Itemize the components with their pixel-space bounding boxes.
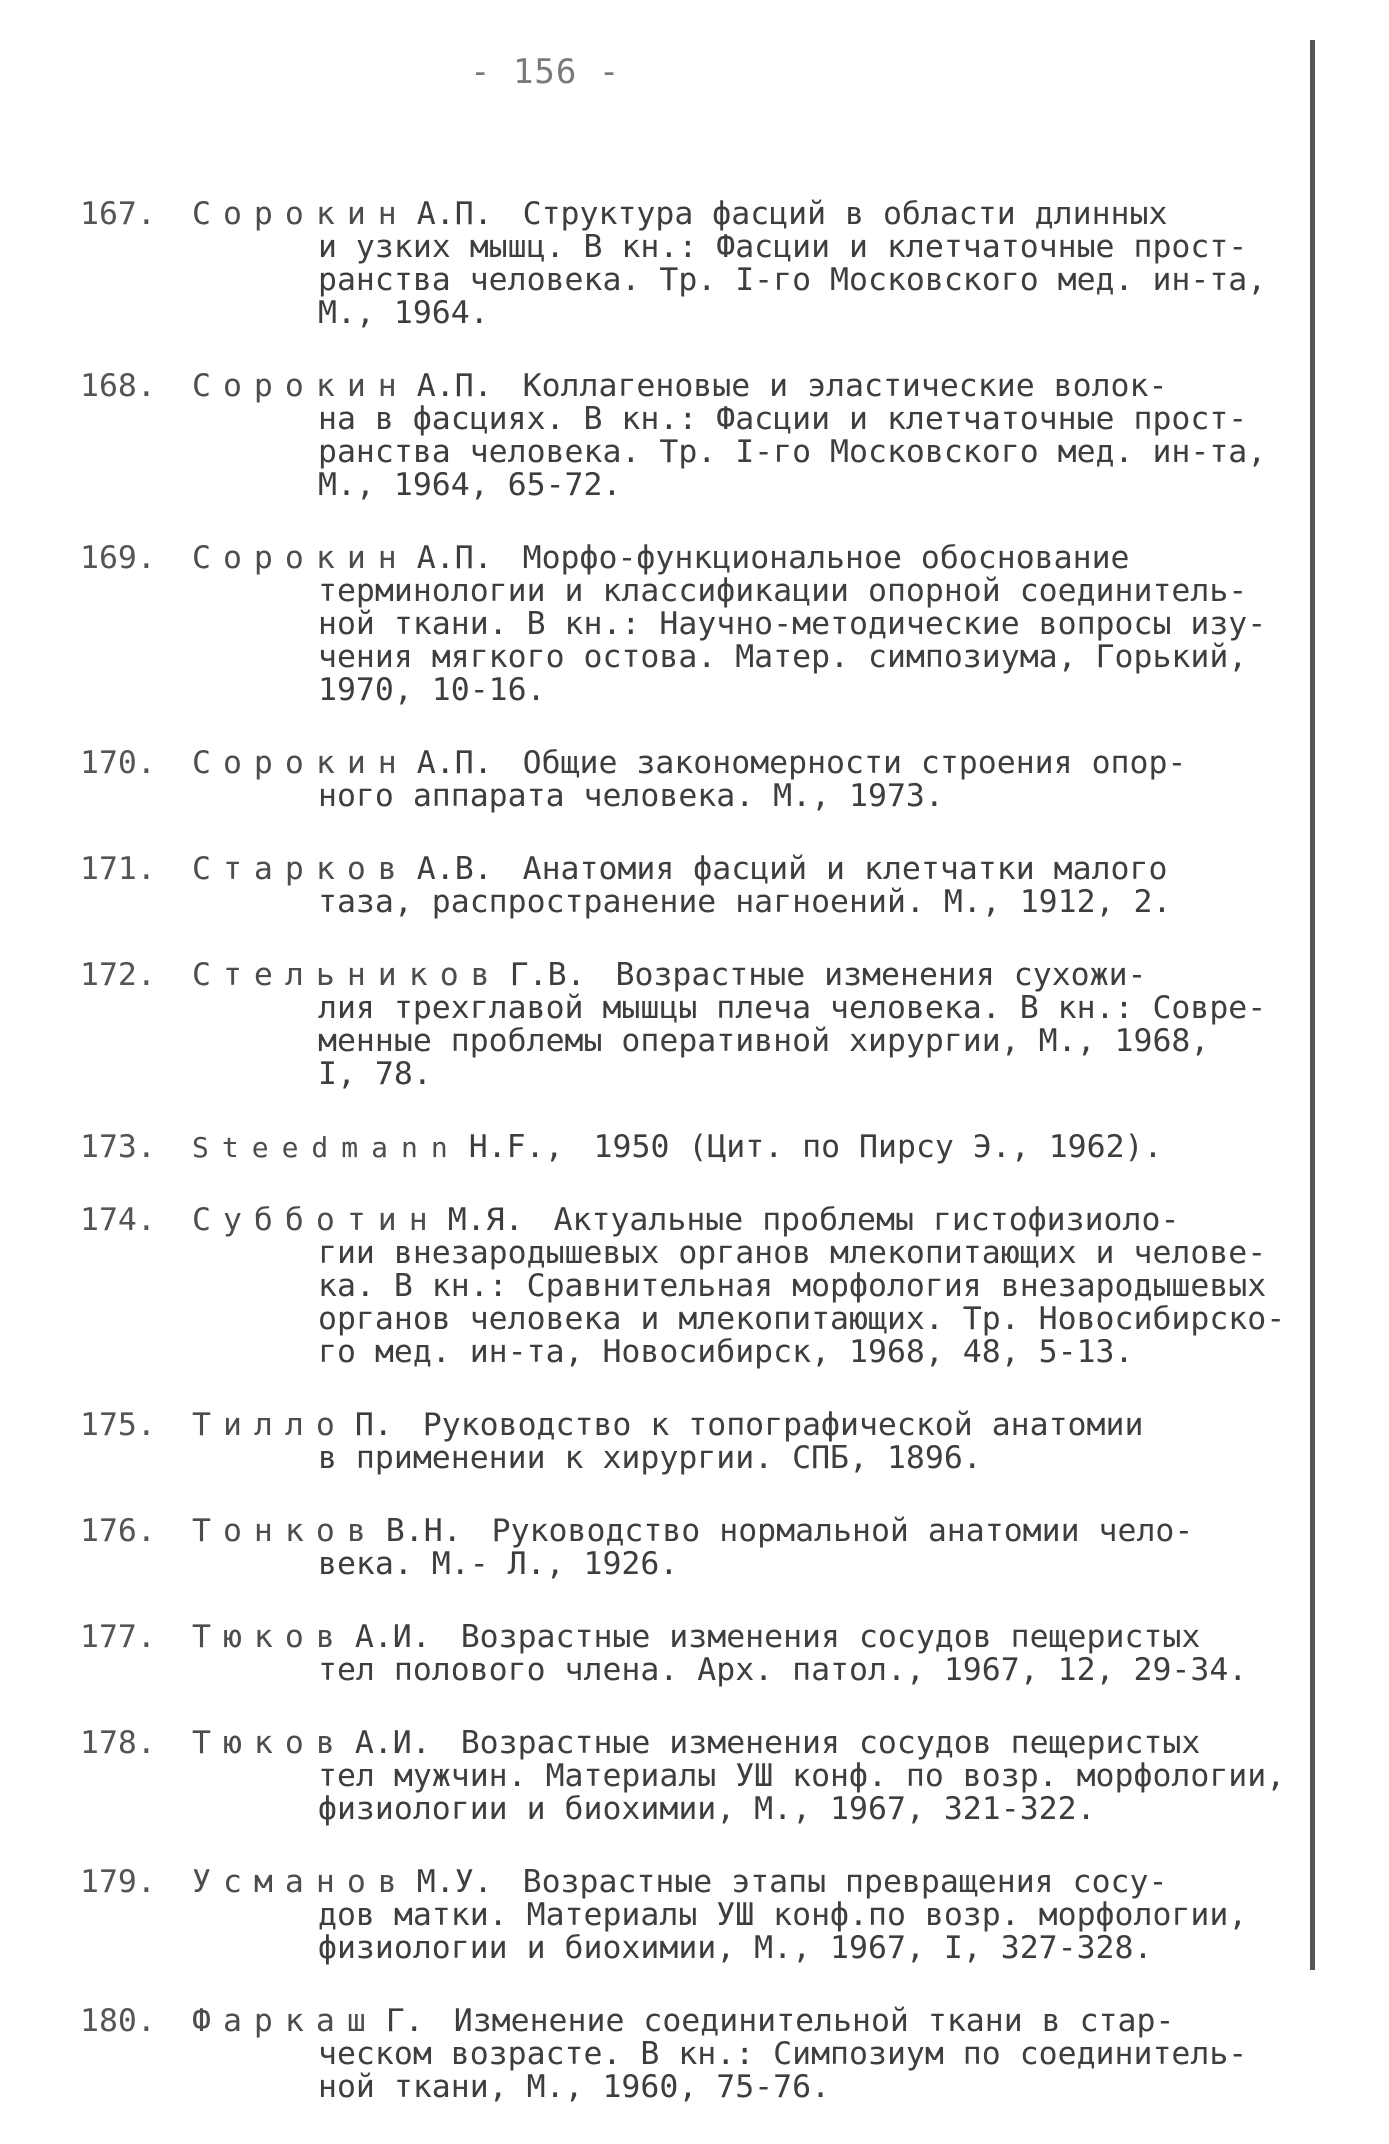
entry-continuation-line: органов человека и млекопитающих. Тр. Новосибирско-: [318, 1301, 1286, 1337]
entry-initials: А.И.: [354, 1725, 431, 1761]
entry-continuation-line: тел мужчин. Материалы УШ конф. по возр. морфологии,: [318, 1758, 1286, 1794]
entry-number: 178.: [80, 1725, 156, 1761]
entry-continuation-line: М., 1964, 65-72.: [318, 467, 622, 503]
entry-number: 179.: [80, 1864, 156, 1900]
entry-continuation-line: ческом возрасте. В кн.: Симпозиум по соединитель-: [318, 2036, 1248, 2072]
entry-first-line: [80, 542, 1290, 575]
entry-continuation-line: 1970, 10-16.: [318, 672, 546, 708]
entry-continuation-line: чения мягкого остова. Матер. симпозиума, Горький,: [318, 639, 1248, 675]
page-edge-rule: [1310, 40, 1315, 1970]
bibliography-entry: [80, 959, 1290, 1091]
entry-number: 172.: [80, 957, 156, 993]
entry-author: Steedmann: [192, 1131, 461, 1164]
entry-initials: А.П.: [416, 196, 493, 232]
entry-author: Сорокин: [192, 196, 409, 232]
entry-author: Субботин: [192, 1202, 440, 1238]
entry-first-line: [80, 1727, 1290, 1760]
entry-continuation-line: физиологии и биохимии, М., 1967, I, 327-328.: [318, 1930, 1153, 1966]
entry-first-line: [80, 959, 1290, 992]
entry-initials: А.И.: [354, 1619, 431, 1655]
bibliography-entry: [80, 1409, 1290, 1475]
bibliography-entry: [80, 853, 1290, 919]
entry-initials: А.П.: [416, 540, 493, 576]
entry-title-start: 1950 (Цит. по Пирсу Э., 1962).: [593, 1129, 1163, 1165]
entry-first-line: [80, 1204, 1290, 1237]
entry-initials: А.П.: [416, 368, 493, 404]
entry-first-line: [80, 1515, 1290, 1548]
entry-continuation-line: в применении к хирургии. СПБ, 1896.: [318, 1440, 982, 1476]
entry-continuation-line: М., 1964.: [318, 295, 489, 331]
bibliography-list: [80, 198, 1290, 2144]
bibliography-entry: [80, 542, 1290, 707]
entry-first-line: [80, 747, 1290, 780]
entry-title-start: Коллагеновые и эластические волок-: [522, 368, 1168, 404]
entry-continuation-line: гии внезародышевых органов млекопитающих и челове-: [318, 1235, 1267, 1271]
bibliography-entry: [80, 747, 1290, 813]
entry-continuation-line: таза, распространение нагноений. М., 1912, 2.: [318, 884, 1172, 920]
entry-continuation-line: ной ткани, М., 1960, 75-76.: [318, 2069, 831, 2105]
entry-initials: М.Я.: [447, 1202, 524, 1238]
entry-author: Стельников: [192, 957, 502, 993]
entry-first-line: [80, 198, 1290, 231]
bibliography-entry: [80, 1515, 1290, 1581]
entry-continuation-line: менные проблемы оперативной хирургии, М., 1968,: [318, 1023, 1210, 1059]
entry-number: 168.: [80, 368, 156, 404]
entry-author: Тилло: [192, 1407, 347, 1443]
entry-author: Усманов: [192, 1864, 409, 1900]
entry-continuation-line: го мед. ин-та, Новосибирск, 1968, 48, 5-13.: [318, 1334, 1134, 1370]
entry-number: 177.: [80, 1619, 156, 1655]
bibliography-entry: [80, 2005, 1290, 2104]
entry-number: 167.: [80, 196, 156, 232]
entry-continuation-line: лия трехглавой мышцы плеча человека. В кн.: Совре-: [318, 990, 1267, 1026]
entry-number: 174.: [80, 1202, 156, 1238]
bibliography-entry: [80, 1131, 1290, 1164]
entry-first-line: [80, 1409, 1290, 1442]
entry-title-start: Руководство нормальной анатомии чело-: [491, 1513, 1194, 1549]
entry-continuation-line: дов матки. Материалы УШ конф.по возр. морфологии,: [318, 1897, 1248, 1933]
entry-author: Фаркаш: [192, 2003, 378, 2039]
entry-author: Сорокин: [192, 745, 409, 781]
entry-number: 175.: [80, 1407, 156, 1443]
entry-number: 169.: [80, 540, 156, 576]
entry-first-line: [80, 1621, 1290, 1654]
entry-title-start: Изменение соединительной ткани в стар-: [453, 2003, 1175, 2039]
entry-continuation-line: терминологии и классификации опорной соединитель-: [318, 573, 1248, 609]
bibliography-entry: [80, 1866, 1290, 1965]
entry-title-start: Возрастные изменения сосудов пещеристых: [460, 1725, 1201, 1761]
entry-number: 170.: [80, 745, 156, 781]
entry-initials: М.У.: [416, 1864, 493, 1900]
entry-title-start: Анатомия фасций и клетчатки малого: [522, 851, 1168, 887]
entry-continuation-line: физиологии и биохимии, М., 1967, 321-322.: [318, 1791, 1096, 1827]
entry-author: Сорокин: [192, 540, 409, 576]
bibliography-entry: [80, 370, 1290, 502]
entry-continuation-line: ранства человека. Тр. I-го Московского мед. ин-та,: [318, 262, 1267, 298]
entry-initials: П.: [354, 1407, 393, 1443]
entry-continuation-line: тел полового члена. Арх. патол., 1967, 12, 29-34.: [318, 1652, 1248, 1688]
entry-continuation-line: ранства человека. Тр. I-го Московского мед. ин-та,: [318, 434, 1267, 470]
entry-initials: H.F.,: [468, 1129, 564, 1165]
entry-title-start: Возрастные изменения сосудов пещеристых: [460, 1619, 1201, 1655]
bibliography-entry: [80, 1204, 1290, 1369]
entry-first-line: [80, 1866, 1290, 1899]
entry-title-start: Структура фасций в области длинных: [522, 196, 1168, 232]
entry-continuation-line: ного аппарата человека. М., 1973.: [318, 778, 944, 814]
entry-number: 171.: [80, 851, 156, 887]
entry-continuation-line: ка. В кн.: Сравнительная морфология внезародышевых: [318, 1268, 1267, 1304]
entry-continuation-line: и узких мышц. В кн.: Фасции и клетчаточные прост-: [318, 229, 1248, 265]
entry-first-line: [80, 853, 1290, 886]
entry-number: 173.: [80, 1129, 156, 1165]
page-number: - 156 -: [470, 52, 621, 92]
entry-title-start: Общие закономерности строения опор-: [522, 745, 1187, 781]
bibliography-entry: [80, 1727, 1290, 1826]
entry-title-start: Руководство к топографической анатомии: [422, 1407, 1144, 1443]
entry-author: Тюков: [192, 1725, 347, 1761]
entry-title-start: Возрастные изменения сухожи-: [615, 957, 1147, 993]
entry-first-line: [80, 2005, 1290, 2038]
bibliography-entry: [80, 1621, 1290, 1687]
entry-initials: В.Н.: [385, 1513, 462, 1549]
entry-author: Сорокин: [192, 368, 409, 404]
entry-initials: А.П.: [416, 745, 493, 781]
entry-number: 180.: [80, 2003, 156, 2039]
entry-title-start: Морфо-функциональное обоснование: [522, 540, 1130, 576]
entry-first-line: [80, 1131, 1290, 1164]
entry-initials: Г.В.: [509, 957, 586, 993]
entry-title-start: Возрастные этапы превращения сосу-: [522, 1864, 1168, 1900]
entry-first-line: [80, 370, 1290, 403]
entry-continuation-line: I, 78.: [318, 1056, 432, 1092]
entry-continuation-line: ной ткани. В кн.: Научно-методические вопросы изу-: [318, 606, 1267, 642]
entry-title-start: Актуальные проблемы гистофизиоло-: [553, 1202, 1180, 1238]
entry-number: 176.: [80, 1513, 156, 1549]
entry-initials: А.В.: [416, 851, 493, 887]
entry-author: Тюков: [192, 1619, 347, 1655]
entry-author: Тонков: [192, 1513, 378, 1549]
entry-continuation-line: на в фасциях. В кн.: Фасции и клетчаточные прост-: [318, 401, 1248, 437]
bibliography-entry: [80, 198, 1290, 330]
entry-continuation-line: века. М.- Л., 1926.: [318, 1546, 679, 1582]
entry-initials: Г.: [385, 2003, 424, 2039]
entry-author: Старков: [192, 851, 409, 887]
